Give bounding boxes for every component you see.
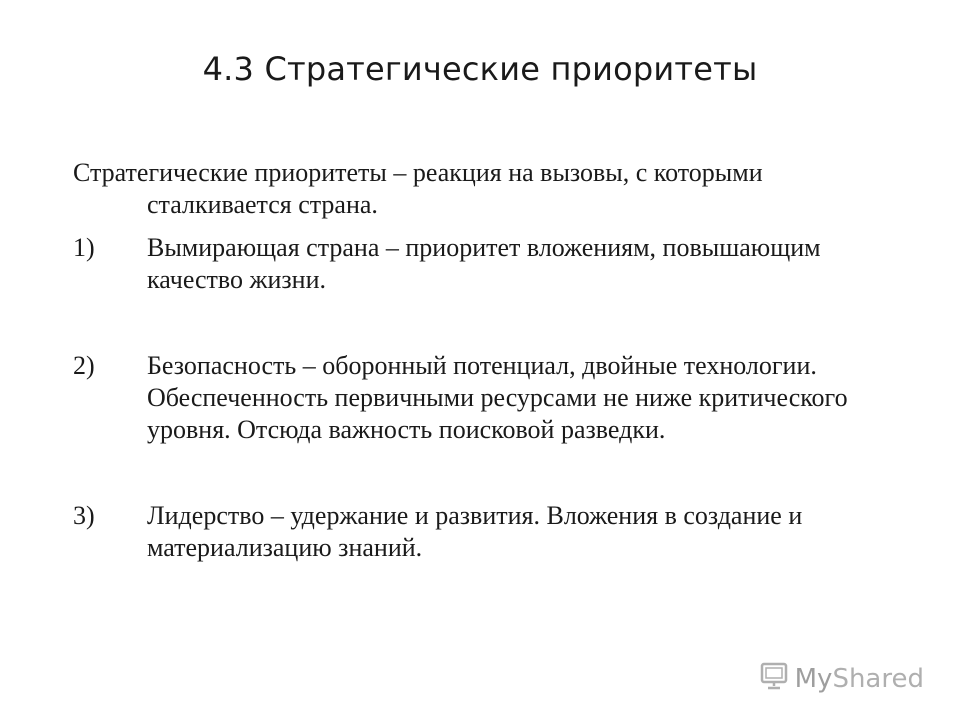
list-item-text: Лидерство – удержание и развития. Вложения в создание и материализацию знаний. — [147, 501, 803, 562]
intro-paragraph: Стратегические приоритеты – реакция на вызовы, с которыми сталкивается страна. — [73, 158, 763, 219]
list-item-text: Безопасность – оборонный потенциал, двойные технологии. Обеспеченность первичными ресурсами не ниже критического уровня. Отсюда важность поисковой разведки. — [147, 351, 848, 444]
myshared-watermark — [759, 661, 924, 696]
list-item — [73, 232, 873, 296]
list-item-number: 3) — [73, 501, 95, 530]
list-item-text: Вымирающая страна – приоритет вложениям, повышающим качество жизни. — [147, 233, 821, 294]
presentation-icon — [759, 661, 789, 696]
slide-title: 4.3 Стратегические приоритеты — [202, 50, 758, 88]
list-item-number: 1) — [73, 233, 95, 262]
list-item — [73, 500, 873, 564]
list-item-number: 2) — [73, 351, 95, 380]
list-item — [73, 350, 873, 446]
watermark-logo-text: MyShared — [794, 663, 924, 694]
slide-body — [73, 157, 873, 564]
